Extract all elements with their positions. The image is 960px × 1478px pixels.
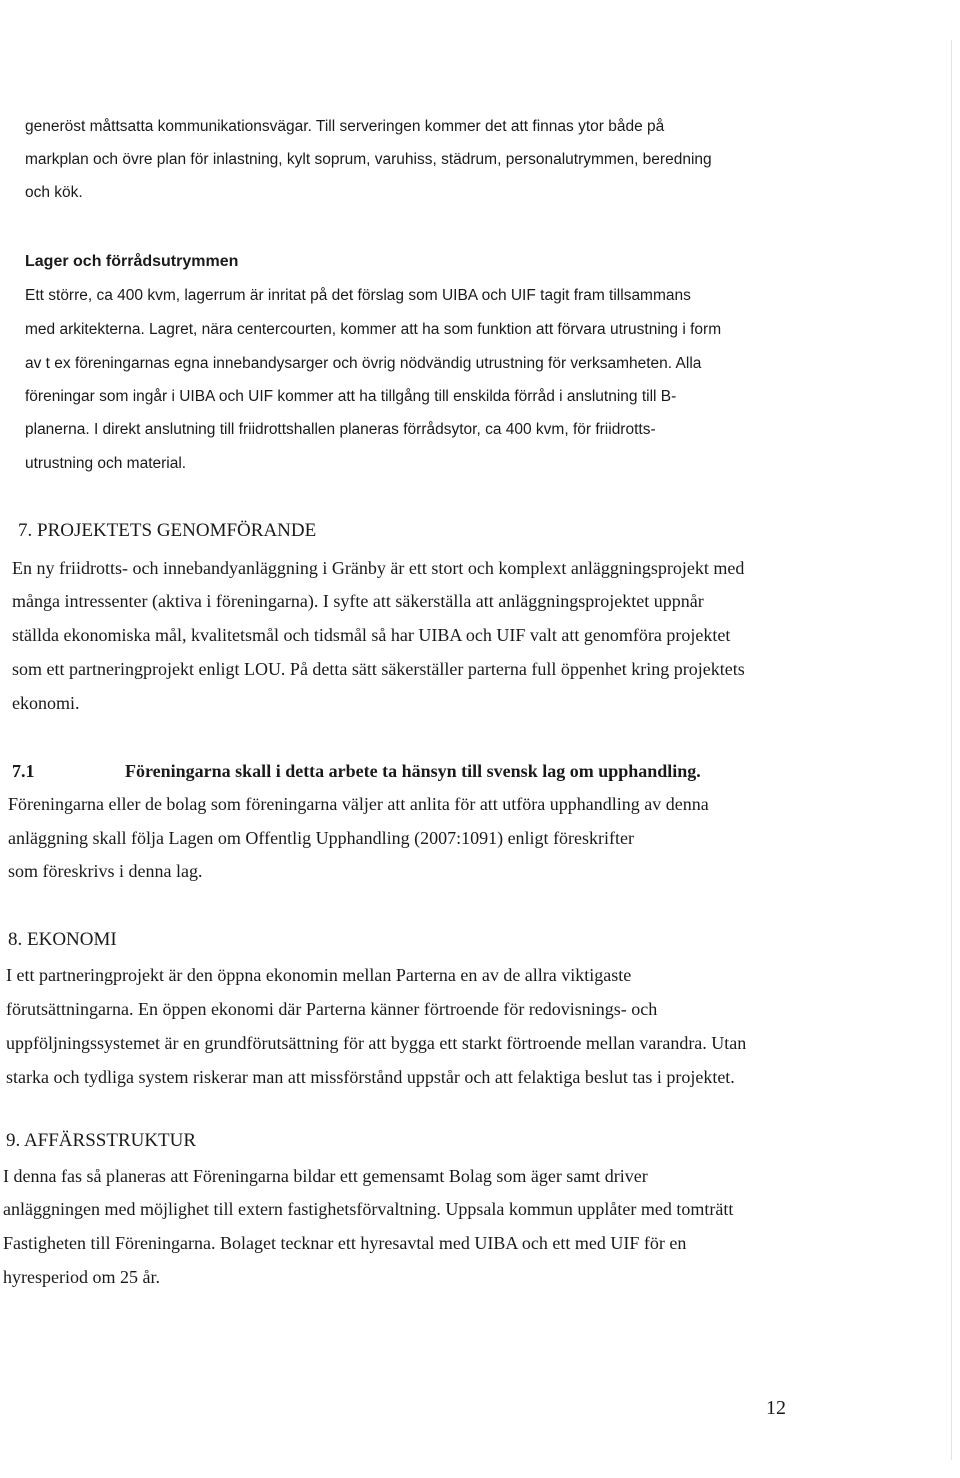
section-7-1-title: Föreningarna skall i detta arbete ta hänsyn till svensk lag om upphandling. bbox=[125, 761, 701, 781]
lager-line: utrustning och material. bbox=[25, 455, 187, 472]
section-7-1-line: som föreskrivs i denna lag. bbox=[8, 861, 203, 881]
section-9-line: I denna fas så planeras att Föreningarna bildar ett gemensamt Bolag som äger samt driver bbox=[3, 1166, 648, 1186]
lager-line: med arkitekterna. Lagret, nära centercourten, kommer att ha som funktion att förvara utrustning i form bbox=[25, 321, 722, 338]
section-9-heading: 9. AFFÄRSSTRUKTUR bbox=[6, 1130, 197, 1151]
section-8-line: förutsättningarna. En öppen ekonomi där Parterna känner förtroende för redovisnings- och bbox=[6, 999, 658, 1019]
lager-line: av t ex föreningarnas egna innebandysarger och övrig nödvändig utrustning för verksamheten. Alla bbox=[25, 355, 702, 372]
section-8-line: I ett partneringprojekt är den öppna ekonomin mellan Parterna en av de allra viktigaste bbox=[6, 965, 632, 985]
lager-line: Ett större, ca 400 kvm, lagerrum är inritat på det förslag som UIBA och UIF tagit fram tillsammans bbox=[25, 287, 691, 304]
scan-edge-line bbox=[951, 40, 952, 1460]
intro-line: och kök. bbox=[25, 184, 83, 201]
section-9-line: hyresperiod om 25 år. bbox=[3, 1267, 160, 1287]
section-8-line: starka och tydliga system riskerar man att missförstånd uppstår och att felaktiga beslut tas i projektet. bbox=[6, 1067, 735, 1087]
section-9-line: Fastigheten till Föreningarna. Bolaget tecknar ett hyresavtal med UIBA och ett med UIF för en bbox=[3, 1233, 687, 1253]
section-7-1-line: Föreningarna eller de bolag som föreningarna väljer att anlita för att utföra upphandling av denna bbox=[8, 794, 709, 814]
lager-line: planerna. I direkt anslutning till friidrottshallen planeras förrådsytor, ca 400 kvm, för friidrotts- bbox=[25, 421, 656, 438]
section-8-heading: 8. EKONOMI bbox=[8, 929, 117, 950]
intro-line: generöst måttsatta kommunikationsvägar. Till serveringen kommer det att finnas ytor både på bbox=[25, 118, 665, 135]
section-7-line: ekonomi. bbox=[12, 693, 80, 713]
section-9-line: anläggningen med möjlighet till extern fastighetsförvaltning. Uppsala kommun upplåter med tomträtt bbox=[3, 1199, 734, 1219]
section-7-line: En ny friidrotts- och innebandyanläggning i Gränby är ett stort och komplext anläggningsprojekt med bbox=[12, 558, 745, 578]
section-7-heading: 7. PROJEKTETS GENOMFÖRANDE bbox=[18, 520, 317, 541]
lager-heading: Lager och förrådsutrymmen bbox=[25, 253, 239, 270]
section-8-line: uppföljningssystemet är en grundförutsättning för att bygga ett starkt förtroende mellan varandra. Utan bbox=[6, 1033, 747, 1053]
section-7-line: som ett partneringprojekt enligt LOU. På detta sätt säkerställer parterna full öppenhet kring projektets bbox=[12, 659, 745, 679]
section-7-1-number: 7.1 bbox=[12, 761, 35, 781]
lager-line: föreningar som ingår i UIBA och UIF kommer att ha tillgång till enskilda förråd i anslutning till B- bbox=[25, 388, 677, 405]
section-7-line: många intressenter (aktiva i föreningarna). I syfte att säkerställa att anläggningsprojektet uppnår bbox=[12, 591, 704, 611]
section-7-1-line: anläggning skall följa Lagen om Offentlig Upphandling (2007:1091) enligt föreskrifter bbox=[8, 828, 635, 848]
intro-line: markplan och övre plan för inlastning, kylt soprum, varuhiss, städrum, personalutrymmen, beredning bbox=[25, 151, 712, 168]
section-7-line: ställda ekonomiska mål, kvalitetsmål och tidsmål så har UIBA och UIF valt att genomföra projektet bbox=[12, 625, 731, 645]
page-number: 12 bbox=[766, 1397, 786, 1419]
